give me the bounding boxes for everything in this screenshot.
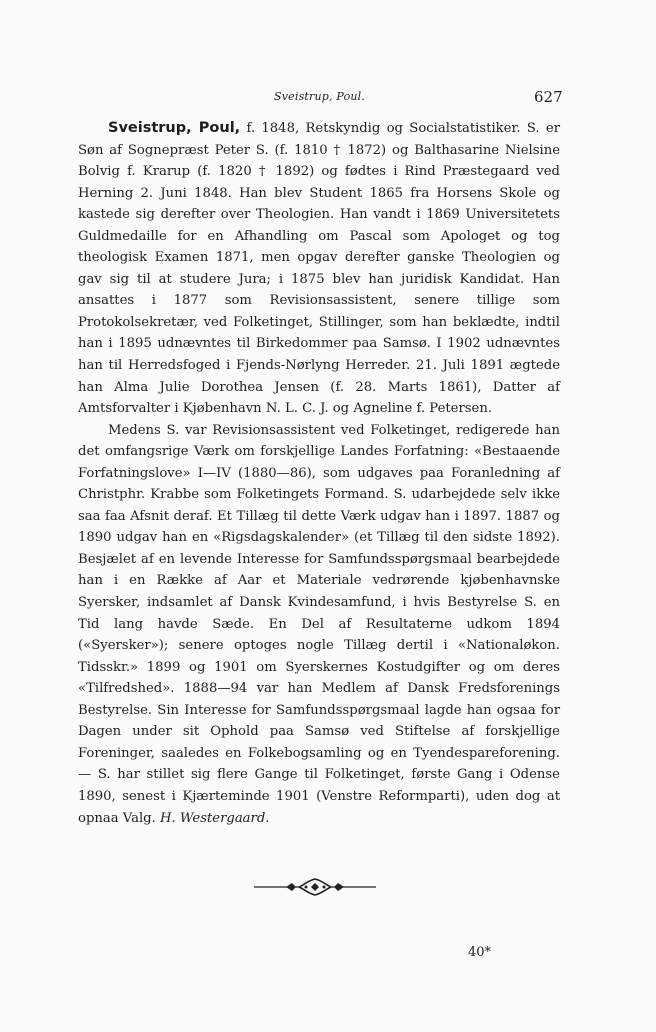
- ornamental-divider-icon: [252, 876, 378, 898]
- entry-body: [78, 118, 560, 829]
- paragraph-2-text: Medens S. var Revisionsassistent ved Folketinget, redigerede han det omfangsrige Værk om forskjellige Landes Forfatning: «Bestaaende Forfatningslove» I—IV (1880—86), som udgaves paa Foranledning af Christphr. Krabbe som Folketingets Formand. S. udarbejdede selv ikke saa faa Afsnit deraf. Et Tillæg til dette Værk udgav han i 1897. 1887 og 1890 udgav han en «Rigsdagskalender» (et Tillæg til den sidste 1892). Besjælet af en levende Interesse for Samfundsspørgsmaal bearbejdede han i en Række af Aar et Materiale vedrørende kjøbenhavnske Syersker, indsamlet af Dansk Kvindesamfund, i hvis Bestyrelse S. en Tid lang havde Sæde. En Del af Resultaterne udkom 1894 («Syersker»); senere optoges nogle Tillæg dertil i «Nationaløkon. Tidsskr.» 1899 og 1901 om Syerskernes Kostudgifter og om deres «Tilfredshed». 1888—94 var han Medlem af Dansk Fredsforenings Bestyrelse. Sin Interesse for Samfundsspørgsmaal lagde han ogsaa for Dagen under sit Ophold paa Samsø ved Stiftelse af forskjellige Foreninger, saaledes en Folkebogsamling og en Tyendespareforening. — S. har stillet sig flere Gange til Folketinget, første Gang i Odense 1890, senest i Kjærteminde 1901 (Venstre Reformparti), uden dog at opnaa Valg.: [78, 422, 560, 826]
- paragraph-1-text: f. 1848, Retskyndig og Socialstatistiker. S. er Søn af Sognepræst Peter S. (f. 1810 † 1872) og Balthasarine Nielsine Bolvig f. Krarup (f. 1820 † 1892) og fødtes i Rind Præstegaard ved Herning 2. Juni 1848. Han blev Student 1865 fra Horsens Skole og kastede sig derefter over Theologien. Han vandt i 1869 Universitetets Guldmedaille for en Afhandling om Pascal som Apologet og tog theologisk Examen 1871, men opgav derefter ganske Theologien og gav sig til at studere Jura; i 1875 blev han juridisk Kandidat. Han ansattes i 1877 som Revisionsassistent, senere tillige som Protokolsekretær, ved Folketinget, Stillinger, som han beklædte, indtil han i 1895 udnævntes til Birkedommer paa Samsø. I 1902 udnævntes han til Herredsfoged i Fjends-Nørlyng Herreder. 21. Juli 1891 ægtede han Alma Julie Dorothea Jensen (f. 28. Marts 1861), Datter af Amtsforvalter i Kjøbenhavn N. L. C. J. og Agneline f. Petersen.: [78, 121, 561, 417]
- author-signature: H. Westergaard.: [160, 810, 270, 826]
- running-head: Sveistrup, Poul.: [274, 90, 366, 103]
- page-number: 627: [534, 88, 563, 106]
- signature-mark: 40*: [468, 945, 492, 960]
- entry-name: Sveistrup, Poul,: [108, 120, 241, 136]
- entry-paragraph-1: [78, 118, 560, 420]
- entry-paragraph-2: [78, 420, 560, 829]
